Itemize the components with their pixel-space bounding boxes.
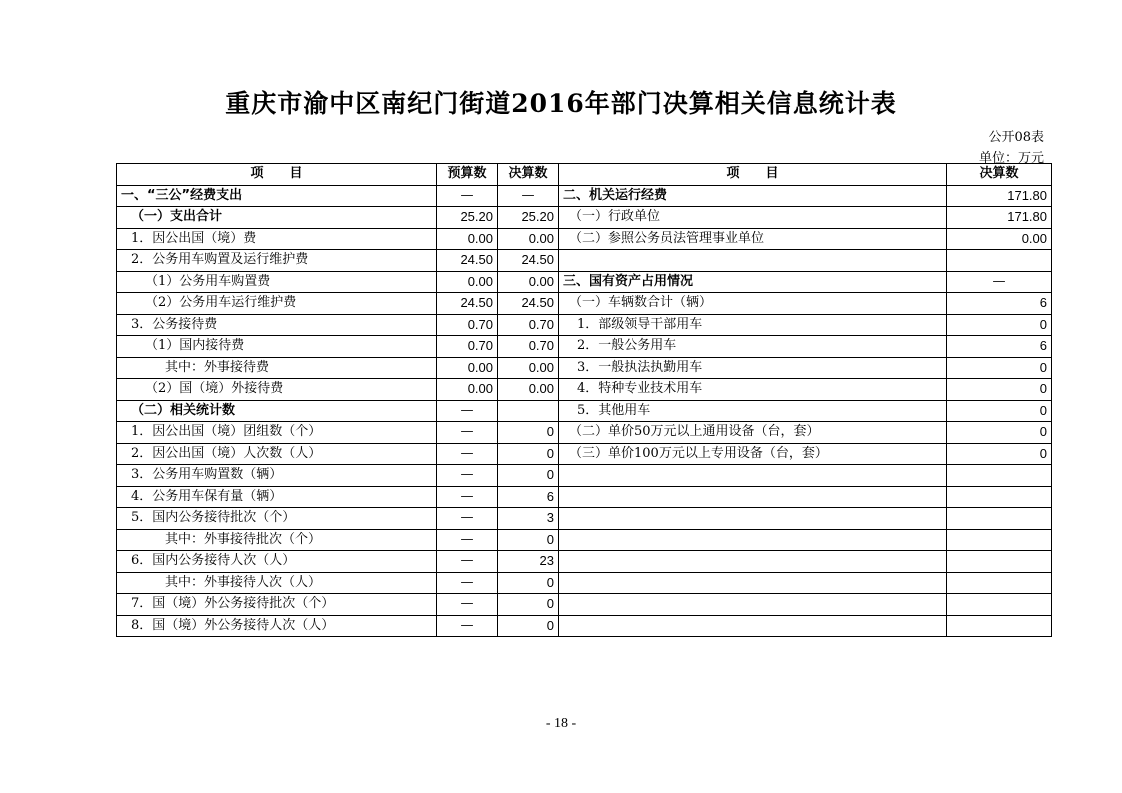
right-item-label: [559, 594, 947, 616]
right-item-label: [559, 250, 947, 272]
table-row: [117, 271, 1052, 293]
table-row: [117, 465, 1052, 487]
left-budget-value: 0.70: [437, 314, 498, 336]
right-final-value: [947, 529, 1052, 551]
right-item-label: 3．一般执法执勤用车: [559, 357, 947, 379]
table-row: [117, 250, 1052, 272]
right-final-value: 6: [947, 293, 1052, 315]
left-final-value: 0: [498, 615, 559, 637]
table-row: [117, 314, 1052, 336]
right-final-value: 0: [947, 357, 1052, 379]
right-final-value: [947, 594, 1052, 616]
left-final-value: 24.50: [498, 293, 559, 315]
left-item-label: 6．国内公务接待人次（人）: [117, 551, 437, 573]
left-final-value: 0: [498, 572, 559, 594]
table-row: [117, 207, 1052, 229]
right-item-label: 二、机关运行经费: [559, 185, 947, 207]
table-row: [117, 357, 1052, 379]
table-row: [117, 529, 1052, 551]
table-row: [117, 185, 1052, 207]
right-final-value: 0: [947, 400, 1052, 422]
left-final-value: 0.70: [498, 314, 559, 336]
table-row: [117, 293, 1052, 315]
left-item-label: 2．因公出国（境）人次数（人）: [117, 443, 437, 465]
left-budget-value: 24.50: [437, 293, 498, 315]
header-budget: 预算数: [437, 164, 498, 186]
left-budget-value: 0.70: [437, 336, 498, 358]
table-row: [117, 336, 1052, 358]
left-item-label: 其中：外事接待费: [117, 357, 437, 379]
left-budget-value: —: [437, 594, 498, 616]
left-budget-value: —: [437, 529, 498, 551]
left-final-value: 0.00: [498, 271, 559, 293]
left-budget-value: —: [437, 443, 498, 465]
right-final-value: [947, 465, 1052, 487]
right-final-value: [947, 615, 1052, 637]
left-item-label: 4．公务用车保有量（辆）: [117, 486, 437, 508]
right-final-value: 6: [947, 336, 1052, 358]
left-item-label: 一、“三公”经费支出: [117, 185, 437, 207]
right-final-value: 171.80: [947, 207, 1052, 229]
left-budget-value: 24.50: [437, 250, 498, 272]
table-row: [117, 508, 1052, 530]
left-budget-value: —: [437, 615, 498, 637]
left-final-value: 0.70: [498, 336, 559, 358]
form-number: 公开08表: [988, 130, 1044, 145]
table-row: [117, 551, 1052, 573]
right-final-value: [947, 551, 1052, 573]
left-item-label: 其中：外事接待人次（人）: [117, 572, 437, 594]
right-item-label: [559, 551, 947, 573]
table-row: [117, 379, 1052, 401]
right-final-value: [947, 508, 1052, 530]
left-budget-value: —: [437, 551, 498, 573]
left-budget-value: 0.00: [437, 271, 498, 293]
left-final-value: —: [498, 185, 559, 207]
right-item-label: （一）行政单位: [559, 207, 947, 229]
right-item-label: [559, 508, 947, 530]
right-item-label: （一）车辆数合计（辆）: [559, 293, 947, 315]
header-item-left: 项 目: [117, 164, 437, 186]
left-item-label: （1）公务用车购置费: [117, 271, 437, 293]
right-final-value: 0: [947, 379, 1052, 401]
right-final-value: 0: [947, 422, 1052, 444]
right-final-value: 171.80: [947, 185, 1052, 207]
left-item-label: 7．国（境）外公务接待批次（个）: [117, 594, 437, 616]
left-budget-value: 0.00: [437, 379, 498, 401]
right-final-value: [947, 250, 1052, 272]
table-row: [117, 594, 1052, 616]
table-header-row: [117, 164, 1052, 186]
left-item-label: （2）公务用车运行维护费: [117, 293, 437, 315]
left-final-value: 0: [498, 594, 559, 616]
left-item-label: 3．公务用车购置数（辆）: [117, 465, 437, 487]
right-item-label: （三）单价100万元以上专用设备（台，套）: [559, 443, 947, 465]
table-row: [117, 443, 1052, 465]
header-final-right: 决算数: [947, 164, 1052, 186]
left-final-value: 0.00: [498, 379, 559, 401]
right-item-label: [559, 615, 947, 637]
statistics-table: [116, 163, 1052, 637]
left-budget-value: —: [437, 572, 498, 594]
left-final-value: 0: [498, 422, 559, 444]
right-final-value: 0: [947, 443, 1052, 465]
left-final-value: 3: [498, 508, 559, 530]
left-item-label: 3．公务接待费: [117, 314, 437, 336]
left-final-value: 23: [498, 551, 559, 573]
table-row: [117, 572, 1052, 594]
table-row: [117, 615, 1052, 637]
left-budget-value: 25.20: [437, 207, 498, 229]
table-row: [117, 228, 1052, 250]
right-item-label: [559, 572, 947, 594]
left-budget-value: 0.00: [437, 357, 498, 379]
header-item-right: 项 目: [559, 164, 947, 186]
left-final-value: 0.00: [498, 228, 559, 250]
left-budget-value: —: [437, 486, 498, 508]
left-budget-value: —: [437, 465, 498, 487]
table-row: [117, 400, 1052, 422]
left-budget-value: —: [437, 422, 498, 444]
left-item-label: （一）支出合计: [117, 207, 437, 229]
right-item-label: 2．一般公务用车: [559, 336, 947, 358]
right-item-label: 1．部级领导干部用车: [559, 314, 947, 336]
left-budget-value: —: [437, 400, 498, 422]
right-item-label: 三、国有资产占用情况: [559, 271, 947, 293]
right-final-value: [947, 572, 1052, 594]
left-budget-value: 0.00: [437, 228, 498, 250]
left-final-value: [498, 400, 559, 422]
left-item-label: 8．国（境）外公务接待人次（人）: [117, 615, 437, 637]
right-final-value: 0.00: [947, 228, 1052, 250]
left-item-label: （二）相关统计数: [117, 400, 437, 422]
right-item-label: [559, 486, 947, 508]
left-final-value: 0: [498, 443, 559, 465]
left-final-value: 25.20: [498, 207, 559, 229]
right-final-value: —: [947, 271, 1052, 293]
left-budget-value: —: [437, 185, 498, 207]
right-item-label: 5．其他用车: [559, 400, 947, 422]
left-item-label: 其中：外事接待批次（个）: [117, 529, 437, 551]
page-title: 重庆市渝中区南纪门街道2016年部门决算相关信息统计表: [225, 89, 897, 118]
left-budget-value: —: [437, 508, 498, 530]
left-final-value: 0: [498, 465, 559, 487]
page-number: - 18 -: [545, 716, 577, 731]
right-item-label: （二）参照公务员法管理事业单位: [559, 228, 947, 250]
left-item-label: （2）国（境）外接待费: [117, 379, 437, 401]
right-item-label: 4．特种专业技术用车: [559, 379, 947, 401]
right-final-value: 0: [947, 314, 1052, 336]
table-row: [117, 422, 1052, 444]
left-final-value: 0: [498, 529, 559, 551]
left-item-label: 5．国内公务接待批次（个）: [117, 508, 437, 530]
right-item-label: [559, 529, 947, 551]
left-final-value: 0.00: [498, 357, 559, 379]
right-final-value: [947, 486, 1052, 508]
unit-label: 单位：万元: [978, 151, 1044, 166]
left-final-value: 6: [498, 486, 559, 508]
right-item-label: [559, 465, 947, 487]
table-row: [117, 486, 1052, 508]
left-final-value: 24.50: [498, 250, 559, 272]
header-final-left: 决算数: [498, 164, 559, 186]
left-item-label: （1）国内接待费: [117, 336, 437, 358]
left-item-label: 1．因公出国（境）团组数（个）: [117, 422, 437, 444]
left-item-label: 2．公务用车购置及运行维护费: [117, 250, 437, 272]
right-item-label: （二）单价50万元以上通用设备（台，套）: [559, 422, 947, 444]
left-item-label: 1．因公出国（境）费: [117, 228, 437, 250]
